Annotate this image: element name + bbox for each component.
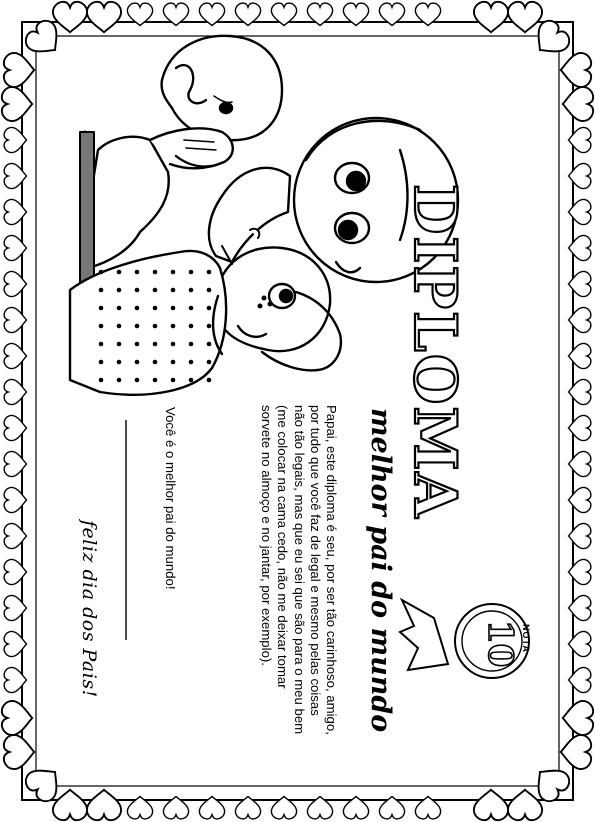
heart-icon <box>569 415 591 440</box>
polka-dot <box>153 324 158 329</box>
heart-icon <box>569 379 591 404</box>
polka-dot <box>135 324 140 329</box>
heart-icon <box>4 343 26 368</box>
heart-icon <box>87 2 121 32</box>
polka-dot <box>99 342 104 347</box>
polka-dot <box>207 288 212 293</box>
polka-dot <box>189 306 194 311</box>
heart-icon <box>2 87 32 121</box>
heart-icon <box>4 487 26 512</box>
greeting-text: feliz dia dos Pais! <box>78 520 100 698</box>
heart-icon <box>53 790 87 820</box>
heart-icon <box>4 127 26 152</box>
son-body <box>88 137 169 268</box>
polka-dot <box>135 306 140 311</box>
heart-icon <box>569 271 591 296</box>
heart-icon <box>569 523 591 548</box>
heart-icon <box>4 235 26 260</box>
heart-icon <box>569 163 591 188</box>
polka-dot <box>189 342 194 347</box>
heart-icon <box>561 735 591 769</box>
polka-dot <box>207 324 212 329</box>
heart-icon <box>569 451 591 476</box>
diploma-closing: Você é o melhor pai do mundo! <box>163 407 178 590</box>
heart-icon <box>4 631 26 656</box>
polka-dot <box>117 288 122 293</box>
heart-icon <box>563 701 593 735</box>
badge-label: NOTA <box>521 624 531 653</box>
diploma-message: Papai, este diploma é seu, por ser tão carinhoso, amigo, por tudo que você faz de legal e mesmo pelas coisas não tão legais, mas que eu sei que são para o meu bem (me colocar na cama cedo, não me deixar tomar sorvete no almoço e no jantar, por exemplo). <box>259 405 339 735</box>
polka-dot <box>135 360 140 365</box>
polka-dot <box>153 306 158 311</box>
polka-dot <box>171 306 176 311</box>
heart-icon <box>569 559 591 584</box>
polka-dot <box>99 288 104 293</box>
polka-dot <box>171 360 176 365</box>
polka-dot <box>135 288 140 293</box>
polka-dot <box>135 270 140 275</box>
polka-dot <box>207 378 212 383</box>
polka-dot <box>117 306 122 311</box>
heart-icon <box>569 343 591 368</box>
heart-icon <box>4 379 26 404</box>
polka-dot <box>99 360 104 365</box>
heart-icon <box>4 667 26 692</box>
heart-icon <box>4 163 26 188</box>
family-illustration <box>70 36 458 395</box>
heart-icon <box>2 701 32 735</box>
heart-icon <box>474 2 508 32</box>
polka-dot <box>189 288 194 293</box>
polka-dot <box>189 360 194 365</box>
heart-icon <box>4 307 26 332</box>
polka-dot <box>153 360 158 365</box>
polka-dot <box>171 342 176 347</box>
heart-icon <box>563 87 593 121</box>
heart-icon <box>4 451 26 476</box>
polka-dot <box>153 288 158 293</box>
polka-dot <box>189 324 194 329</box>
diploma-subtitle: melhor pai do mundo <box>365 408 396 733</box>
heart-icon <box>4 271 26 296</box>
polka-dot <box>153 270 158 275</box>
polka-dot <box>117 324 122 329</box>
polka-dot <box>153 378 158 383</box>
polka-dot <box>117 270 122 275</box>
polka-dot <box>153 342 158 347</box>
heart-icon <box>569 199 591 224</box>
polka-dot <box>99 270 104 275</box>
heart-icon <box>569 487 591 512</box>
heart-icon <box>561 53 591 87</box>
son-head <box>162 36 282 140</box>
polka-dot <box>117 360 122 365</box>
polka-dot <box>135 378 140 383</box>
heart-icon <box>4 595 26 620</box>
heart-icon <box>474 790 508 820</box>
heart-icon <box>4 559 26 584</box>
heart-icon <box>87 790 121 820</box>
polka-dot <box>99 378 104 383</box>
diploma-title: DIPLOMA <box>401 184 469 520</box>
badge-value: 10 <box>480 620 520 668</box>
polka-dot <box>189 270 194 275</box>
heart-icon <box>569 127 591 152</box>
polka-dot <box>99 306 104 311</box>
heart-icon <box>569 667 591 692</box>
polka-dot <box>207 342 212 347</box>
heart-icon <box>4 53 34 87</box>
heart-icon <box>569 631 591 656</box>
heart-icon <box>53 2 87 32</box>
heart-icon <box>4 523 26 548</box>
heart-icon <box>569 307 591 332</box>
polka-dot <box>135 342 140 347</box>
polka-dot <box>207 306 212 311</box>
polka-dot <box>99 324 104 329</box>
polka-dot <box>171 378 176 383</box>
polka-dot <box>189 378 194 383</box>
polka-dot <box>171 288 176 293</box>
heart-icon <box>569 235 591 260</box>
polka-dot <box>207 360 212 365</box>
heart-icon <box>508 790 542 820</box>
polka-dot <box>171 324 176 329</box>
polka-dot <box>207 270 212 275</box>
polka-dot <box>171 270 176 275</box>
heart-icon <box>4 199 26 224</box>
polka-dot <box>117 378 122 383</box>
heart-icon <box>4 735 34 769</box>
polka-dot <box>117 342 122 347</box>
heart-icon <box>508 2 542 32</box>
heart-icon <box>4 415 26 440</box>
heart-icon <box>569 595 591 620</box>
